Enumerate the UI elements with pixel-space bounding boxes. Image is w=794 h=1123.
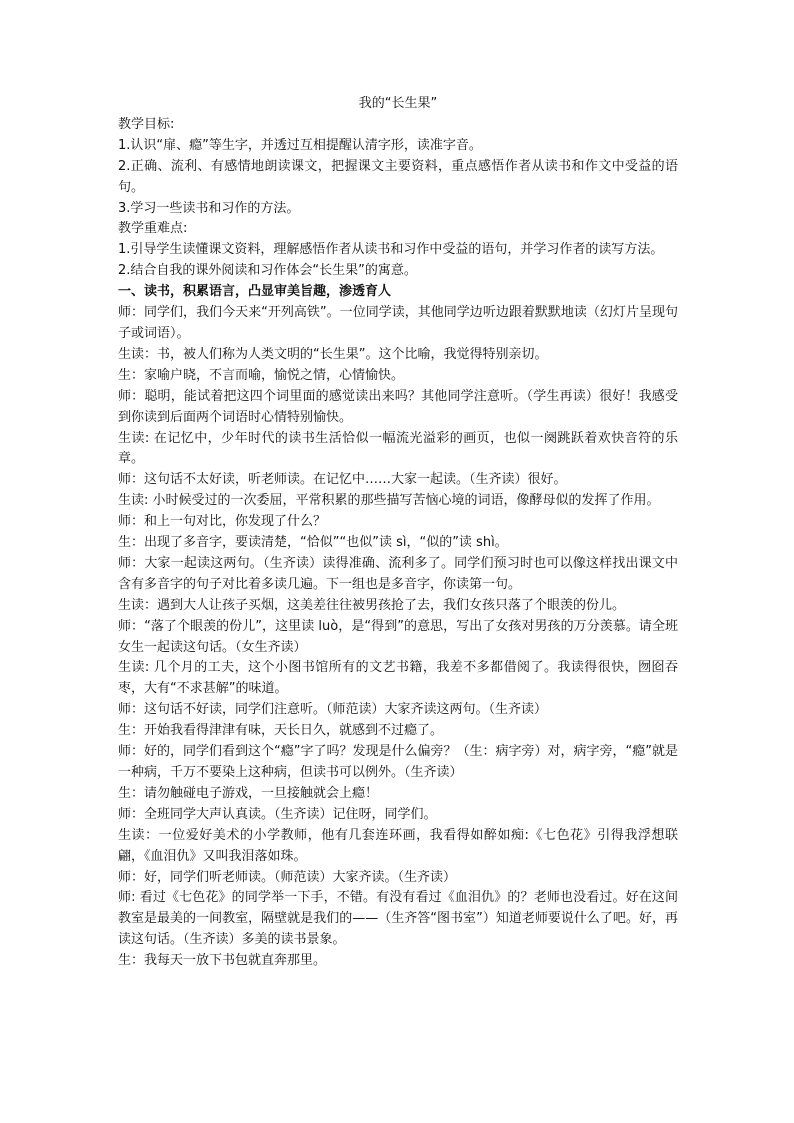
paragraph: 3.学习一些读书和习作的方法。 — [118, 200, 300, 216]
paragraph: 生读：一位爱好美术的小学教师，他有几套连环画，我看得如醉如痴:《七色花》引得我浮想联翩，《血泪仇》又叫我泪落如珠。 — [118, 827, 678, 864]
paragraph: 1.引导学生读懂课文资料，理解感悟作者从读书和习作中受益的语句，并学习作者的读写方法。 — [118, 242, 664, 258]
paragraph: 师：“落了个眼羡的份儿”，这里读 luò，是“得到”的意思，写出了女孩对男孩的万分羡慕。请全班女生一起读这句话。（女生齐读） — [118, 618, 678, 655]
section-heading: 一、读书，积累语言，凸显审美旨趣，渗透育人 — [118, 284, 392, 300]
document-body — [118, 94, 678, 972]
paragraph: 生：请勿触碰电子游戏，一旦接触就会上瘾！ — [118, 785, 379, 801]
document-title: 我的“长生果” — [358, 96, 438, 111]
paragraph: 2.正确、流利、有感情地朗读课文，把握课文主要资料，重点感悟作者从读书和作文中受益的语句。 — [118, 158, 678, 195]
paragraph: 生读：遇到大人让孩子买烟，这美差往往被男孩抢了去，我们女孩只落了个眼羡的份儿。 — [118, 597, 626, 613]
paragraph: 生：我每天一放下书包就直奔那里。 — [118, 953, 327, 969]
paragraph: 生：出现了多音字，要读清楚，“恰似”“也似”读 sì，“似的”读 shì。 — [118, 535, 508, 551]
paragraph: 生：开始我看得津津有味，天长日久，就感到不过瘾了。 — [118, 723, 444, 739]
paragraph: 师：好的，同学们看到这个“瘾”字了吗？发现是什么偏旁？（生：病字旁）对，病字旁，“瘾”就是一种病，千万不要染上这种病，但读书可以例外。（生齐读） — [118, 744, 678, 780]
paragraph: 师：和上一句对比，你发现了什么？ — [118, 514, 327, 530]
paragraph: 生读: 在记忆中，少年时代的读书生活恰似一幅流光溢彩的画页，也似一阕跳跃着欢快音符的乐章。 — [118, 430, 678, 467]
paragraph: 生：家喻户晓，不言而喻，愉悦之情，心情愉快。 — [118, 367, 405, 383]
paragraph: 教学目标: — [118, 116, 175, 132]
paragraph-list — [118, 115, 678, 972]
paragraph: 师：这句话不太好读，听老师读。在记忆中……大家一起读。（生齐读）很好。 — [118, 472, 567, 488]
paragraph: 教学重难点: — [118, 221, 188, 237]
paragraph: 生读: 小时候受过的一次委屈，平常积累的那些描写苦恼心境的词语，像酵母似的发挥了作用。 — [118, 493, 660, 509]
paragraph: 师：好，同学们听老师读。（师范读）大家齐读。（生齐读） — [118, 869, 457, 885]
paragraph: 师：全班同学大声认真读。（生齐读）记住呀，同学们。 — [118, 806, 437, 822]
paragraph: 师：同学们，我们今天来“开列高铁”。一位同学读，其他同学边听边跟着默默地读（幻灯片呈现句子或词语）。 — [118, 305, 678, 341]
paragraph: 师: 看过《七色花》的同学举一下手，不错。有没有看过《血泪仇》的？老师也没看过。好在这间教室是最美的一间教室，隔壁就是我们的——（生齐答“图书室”）知道老师要说什么了吧。好，再读这句话。（生齐读）多美的读书景象。 — [118, 890, 678, 948]
paragraph: 2.结合自我的课外阅读和习作体会“长生果”的寓意。 — [118, 263, 417, 279]
paragraph: 师：大家一起读这两句。（生齐读）读得准确、流利多了。同学们预习时也可以像这样找出课文中含有多音字的句子对比着多读几遍。下一组也是多音字，你读第一句。 — [118, 555, 678, 592]
paragraph: 1.认识“扉、瘾”等生字，并透过互相提醒认清字形，读准字音。 — [118, 137, 482, 153]
paragraph: 师：聪明，能试着把这四个词里面的感觉读出来吗？其他同学注意听。（学生再读）很好！我感受到你读到后面两个词语时心情特别愉快。 — [118, 388, 678, 425]
paragraph: 生读: 几个月的工夫，这个小图书馆所有的文艺书籍，我差不多都借阅了。我读得很快，囫囵吞枣，大有“不求甚解”的味道。 — [118, 660, 678, 697]
paragraph: 师：这句话不好读，同学们注意听。（师范读）大家齐读这两句。（生齐读） — [118, 702, 548, 718]
paragraph: 生读：书，被人们称为人类文明的“长生果”。这个比喻，我觉得特别亲切。 — [118, 346, 548, 362]
